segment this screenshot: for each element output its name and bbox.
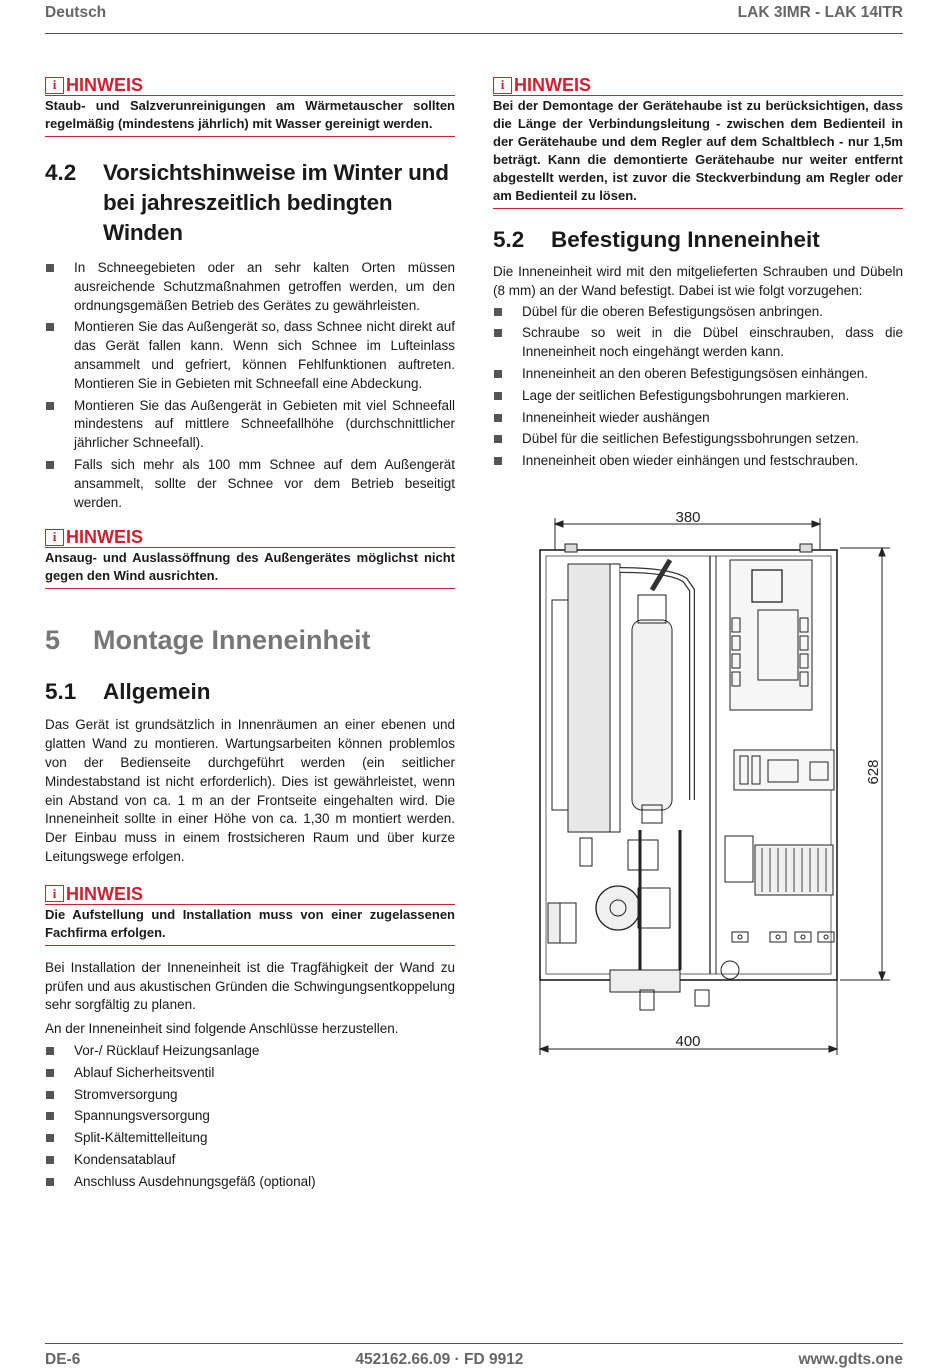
page-header <box>45 4 903 34</box>
list-item: Inneneinheit an den oberen Befestigungsösen einhängen. <box>493 365 903 384</box>
list-item: Vor-/ Rücklauf Heizungsanlage <box>45 1042 455 1061</box>
list-item: Dübel für die seitlichen Befestigungssbohrungen setzen. <box>493 430 903 449</box>
connection-stub <box>695 990 709 1006</box>
chapter-title: Montage Inneneinheit <box>93 625 371 656</box>
heat-exchanger-side <box>610 564 620 832</box>
list-item: Inneneinheit wieder aushängen <box>493 409 903 428</box>
controller-board <box>730 560 812 710</box>
header-language: Deutsch <box>45 4 107 21</box>
chapter-5-heading <box>45 623 455 657</box>
circulation-pump <box>596 886 640 930</box>
electric-heater-cylinder <box>632 620 672 810</box>
heater-fitting <box>638 595 666 623</box>
list-item: Ablauf Sicherheitsventil <box>45 1064 455 1083</box>
page-number: DE-6 <box>45 1351 81 1368</box>
section-title: Vorsichtshinweise im Winter und bei jahreszeitlich bedingten Winden <box>103 160 449 245</box>
note-label: HINWEIS <box>514 75 592 95</box>
info-icon: i <box>45 77 64 94</box>
dimension-width-bottom: 400 <box>675 1033 701 1050</box>
side-panel <box>552 600 568 810</box>
paragraph-connections-intro: An der Inneneinheit sind folgende Anschlüsse herzustellen. <box>45 1021 399 1037</box>
page-footer <box>45 1343 903 1369</box>
list-item: Dübel für die oberen Befestigungsösen anbringen. <box>493 303 903 322</box>
list-item: Schraube so weit in die Dübel einschrauben, dass die Inneneinheit noch eingehängt werden kann. <box>493 324 903 362</box>
bottom-connections <box>610 970 680 992</box>
note-heading <box>45 884 455 905</box>
list-item: Anschluss Ausdehnungsgefäß (optional) <box>45 1173 455 1192</box>
dimension-height: 628 <box>865 759 882 785</box>
list-item: Lage der seitlichen Befestigungsbohrungen markieren. <box>493 387 903 406</box>
drain-fitting <box>721 961 739 979</box>
website: www.gdts.one <box>798 1351 903 1368</box>
section-5-2-text: Die Inneneinheit wird mit den mitgelieferten Schrauben und Dübeln (8 mm) an der Wand befestigt. Dabei ist wie folgt vorzugehen: <box>493 264 903 298</box>
note-heading <box>493 75 903 96</box>
section-5-1-text: Das Gerät ist grundsätzlich in Innenräumen an einer ebenen und glatten Wand zu montieren. Wartungsarbeiten können problemlos von der Bedienseite durchgeführt werden (ein seitlicher Mindestabstand ist nicht erforderlich). Dies ist gewährleistet, wenn ein Abstand von ca. 1 m an der Frontseite eingehalten wird. Die Inneneinheit sollte in einer Höhe von ca. 1,30 m montiert werden. Der Einbau muss in einem frostsicheren Raum und über kurze Leitungswege erfolgen. <box>45 717 455 864</box>
left-column <box>45 75 455 1195</box>
section-5-1-heading <box>45 677 455 707</box>
winter-precautions-list <box>45 259 455 512</box>
terminal-strip <box>548 903 560 943</box>
section-4-2-heading <box>45 158 455 248</box>
contactor-rail <box>734 750 834 790</box>
info-icon: i <box>45 529 64 546</box>
note-label: HINWEIS <box>66 527 144 548</box>
heat-exchanger <box>568 564 610 832</box>
section-number: 5.1 <box>45 679 77 705</box>
document-number: 452162.66.09 · FD 9912 <box>355 1351 524 1368</box>
chapter-number: 5 <box>45 625 61 656</box>
right-column <box>493 75 903 474</box>
list-item: In Schneegebieten oder an sehr kalten Orten müssen ausreichende Schutzmaßnahmen getroffen werden, um den ordnungsgemäßen Betrieb des Gerätes zu gewährleisten. <box>45 259 455 315</box>
connections-list <box>45 1042 455 1192</box>
pump-housing <box>638 888 670 928</box>
indoor-unit-drawing <box>520 500 920 1060</box>
mounting-steps-list <box>493 303 903 471</box>
note-salt-cleaning: Staub- und Salzverunreinigungen am Wärmetauscher sollten regelmäßig (mindestens jährlich) mit Wasser gereinigt werden. <box>45 96 455 137</box>
dimension-width-top: 380 <box>675 509 701 526</box>
section-5-2-heading <box>493 225 903 255</box>
list-item: Inneneinheit oben wieder einhängen und festschrauben. <box>493 452 903 471</box>
note-heading <box>45 75 455 96</box>
section-number: 5.2 <box>493 227 525 252</box>
note-heading <box>45 527 455 548</box>
sensor <box>580 838 592 866</box>
connection-stub <box>640 990 654 1010</box>
note-wind-direction: Ansaug- und Auslassöffnung des Außengerätes möglichst nicht gegen den Wind ausrichten. <box>45 548 455 589</box>
list-item: Falls sich mehr als 100 mm Schnee auf dem Außengerät ansammelt, sollte der Schnee vor dem Betrieb beseitigt werden. <box>45 456 455 512</box>
mounting-lug <box>565 544 577 552</box>
pump-valve <box>628 840 658 870</box>
section-title: Befestigung Inneneinheit <box>551 227 820 252</box>
mounting-lug <box>800 544 812 552</box>
note-cover-removal: Bei der Demontage der Gerätehaube ist zu berücksichtigen, dass die Länge der Verbindungsleitung - zwischen dem Bedienteil in der Gerätehaube und dem Regler auf dem Schaltblech - nur 1,5m beträgt. Kann die demontierte Gerätehaube nur weiter entfernt abgestellt werden, ist zuvor die Steckverbindung am Regler oder am Bedienteil zu lösen. <box>493 96 903 209</box>
info-icon: i <box>45 885 64 902</box>
earth-terminals <box>732 932 834 942</box>
section-number: 4.2 <box>45 160 77 185</box>
paragraph-wall-load: Bei Installation der Inneneinheit ist die Tragfähigkeit der Wand zu prüfen und aus akustischen Gründen die Schwingungsentkoppelung sehr sorgfältig zu planen. <box>45 959 455 1013</box>
list-item: Stromversorgung <box>45 1086 455 1105</box>
note-qualified-installer: Die Aufstellung und Installation muss von einer zugelassenen Fachfirma erfolgen. <box>45 905 455 946</box>
list-item: Montieren Sie das Außengerät so, dass Schnee nicht direkt auf das Gerät fallen kann. Wenn sich Schnee im Lufteinlass ansammelt und gefriert, können Fehlfunktionen auftreten. Montieren Sie in Gebieten mit Schneefall eine Abdeckung. <box>45 318 455 393</box>
list-item: Split-Kältemittelleitung <box>45 1129 455 1148</box>
list-item: Kondensatablauf <box>45 1151 455 1170</box>
list-item: Montieren Sie das Außengerät in Gebieten mit viel Schneefall mindestens auf mittlere Schneefallhöhe (durchschnittlicher jährlicher Schneefall). <box>45 397 455 453</box>
section-title: Allgemein <box>103 679 211 705</box>
pipe <box>640 830 680 970</box>
terminal-strip <box>560 903 576 943</box>
note-label: HINWEIS <box>66 75 144 95</box>
relay <box>725 836 753 882</box>
info-icon: i <box>493 77 512 94</box>
list-item: Spannungsversorgung <box>45 1107 455 1126</box>
header-model: LAK 3IMR - LAK 14ITR <box>737 4 903 21</box>
note-label: HINWEIS <box>66 883 144 904</box>
